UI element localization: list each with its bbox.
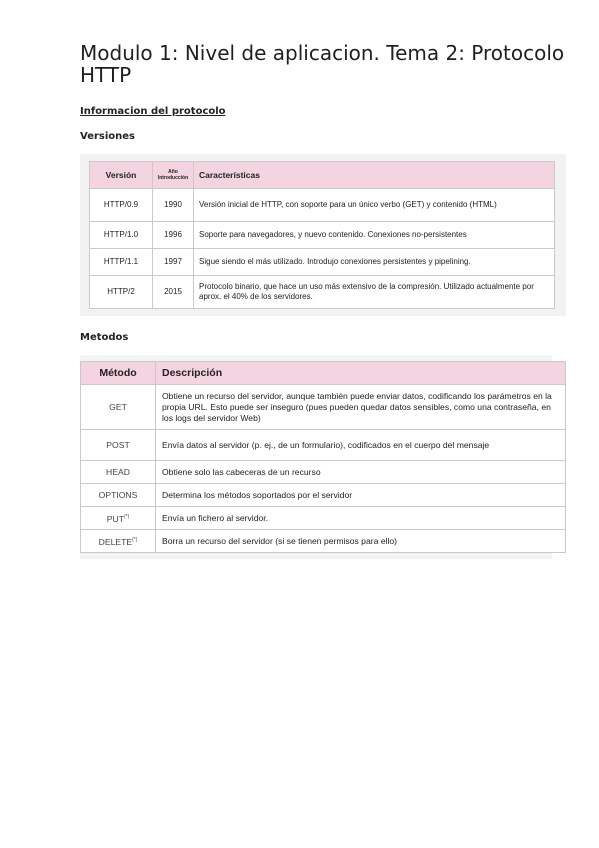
methods-heading: Metodos — [80, 332, 129, 343]
table-row — [81, 461, 566, 484]
version-cell: HTTP/2 — [90, 276, 153, 309]
table-row — [81, 430, 566, 461]
features-cell: Sigue siendo el más utilizado. Introdujo conexiones persistentes y pipelining. — [194, 249, 555, 276]
version-cell: HTTP/1.1 — [90, 249, 153, 276]
document-page — [80, 42, 566, 559]
header-features: Características — [194, 162, 555, 189]
table-row — [81, 385, 566, 430]
header-description: Descripción — [156, 362, 566, 385]
version-cell: HTTP/0.9 — [90, 189, 153, 222]
table-row — [81, 507, 566, 530]
table-row — [90, 276, 555, 309]
year-cell: 1990 — [153, 189, 194, 222]
method-cell — [81, 461, 156, 484]
versions-table — [89, 161, 555, 309]
features-cell: Soporte para navegadores, y nuevo contenido. Conexiones no-persistentes — [194, 222, 555, 249]
description-cell: Determina los métodos soportados por el servidor — [156, 484, 566, 507]
table-row — [90, 249, 555, 276]
table-row — [90, 189, 555, 222]
description-cell: Borra un recurso del servidor (si se tienen permisos para ello) — [156, 530, 566, 553]
year-cell: 2015 — [153, 276, 194, 309]
versions-heading: Versiones — [80, 131, 136, 142]
header-year — [153, 162, 194, 189]
method-cell — [81, 430, 156, 461]
description-cell: Obtiene un recurso del servidor, aunque también puede enviar datos, codificando los parámetros en la propia URL. Esto puede ser inseguro (pues pueden quedar datos sensibles, como una contraseña, en los logs del servidor Web) — [156, 385, 566, 430]
methods-table-image — [80, 355, 552, 559]
method-cell — [81, 385, 156, 430]
page-title: Modulo 1: Nivel de aplicacion. Tema 2: Protocolo HTTP — [80, 41, 565, 87]
year-cell: 1997 — [153, 249, 194, 276]
method-name: DELETE — [98, 536, 133, 547]
table-row — [81, 484, 566, 507]
features-cell: Versión inicial de HTTP, con soporte para un único verbo (GET) y contenido (HTML) — [194, 189, 555, 222]
footnote-marker: (*) — [123, 513, 130, 520]
method-name: PUT — [106, 513, 124, 524]
table-row — [90, 222, 555, 249]
method-name: HEAD — [106, 466, 130, 477]
description-cell: Envía datos al servidor (p. ej., de un formulario), codificados en el cuerpo del mensaje — [156, 430, 566, 461]
section-heading[interactable]: Informacion del protocolo — [80, 106, 226, 117]
description-cell: Envía un fichero al servidor. — [156, 507, 566, 530]
footnote-marker: (*) — [132, 536, 138, 543]
method-cell — [81, 530, 156, 553]
table-row — [81, 530, 566, 553]
description-cell: Obtiene solo las cabeceras de un recurso — [156, 461, 566, 484]
header-version: Versión — [90, 162, 153, 189]
versions-table-image — [80, 154, 566, 316]
method-name: POST — [106, 439, 130, 450]
method-cell — [81, 484, 156, 507]
method-name: OPTIONS — [98, 489, 138, 500]
method-cell — [81, 507, 156, 530]
header-method: Método — [81, 362, 156, 385]
features-cell: Protocolo binario, que hace un uso más extensivo de la compresión. Utilizado actualmente por aprox. el 40% de los servidores. — [194, 276, 555, 309]
methods-table — [80, 361, 566, 553]
version-cell: HTTP/1.0 — [90, 222, 153, 249]
header-year-text: Año Introducción — [157, 169, 189, 181]
method-name: GET — [109, 401, 127, 412]
year-cell: 1996 — [153, 222, 194, 249]
